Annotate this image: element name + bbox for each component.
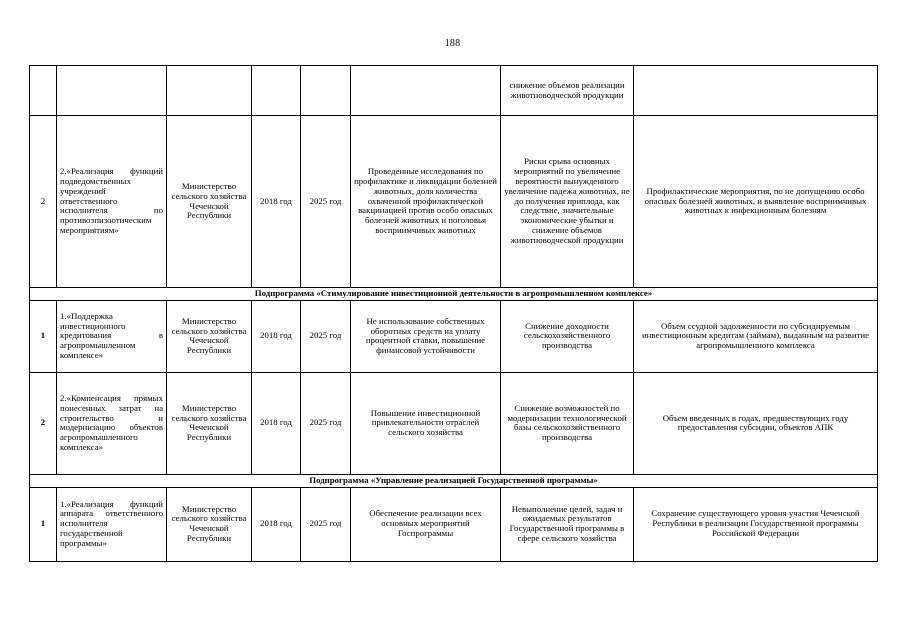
cell-start-year: 2018 год bbox=[252, 300, 301, 372]
cell-risks: Снижение возможностей по модернизации технологической базы сельскохозяйственного производства bbox=[501, 372, 634, 474]
table-row bbox=[30, 372, 878, 474]
cell-expected-result: Не использование собственных оборотных средств на уплату процентной ставки, повышение финансовой устойчивости bbox=[351, 300, 501, 372]
cell-start-year: 2018 год bbox=[252, 487, 301, 561]
cell-measure-name: 2.«Реализация функций подведомственных учреждений ответственного исполнителя по противоэпизоотическим мероприятиям» bbox=[57, 116, 167, 288]
page-number: 188 bbox=[444, 38, 461, 49]
cell-indicators bbox=[634, 66, 878, 116]
cell-num: 1 bbox=[30, 300, 57, 372]
cell-risks: Риски срыва основных мероприятий по увеличение вероятности вынужденного увеличение падежа животных, не до получения приплода, как следствие, значительные экономические убытки и снижение объемов животноводческой продукции bbox=[501, 116, 634, 288]
cell-measure-name: 1.«Поддержка инвестиционного кредитования в агропромышленном комплексе» bbox=[57, 300, 167, 372]
cell-start-year: 2018 год bbox=[252, 116, 301, 288]
cell-num: 1 bbox=[30, 487, 57, 561]
cell-num: 2 bbox=[30, 116, 57, 288]
cell-expected-result bbox=[351, 66, 501, 116]
cell-risks: Невыполнение целей, задач и ожидаемых результатов Государственной программы в сфере сельского хозяйства bbox=[501, 487, 634, 561]
cell-end-year: 2025 год bbox=[301, 300, 351, 372]
cell-indicators: Сохранение существующего уровня участия Чеченской Республики в реализации Государственной программы Российской Федерации bbox=[634, 487, 878, 561]
cell-indicators: Объем введенных в годах, предшествующих году предоставления субсидии, объектов АПК bbox=[634, 372, 878, 474]
cell-end-year: 2025 год bbox=[301, 487, 351, 561]
table-row bbox=[30, 300, 878, 372]
cell-risks: Снижение доходности сельскохозяйственного производства bbox=[501, 300, 634, 372]
cell-indicators: Объем ссудной задолженности по субсидируемым инвестиционным кредитам (займам), выданным на развитие агропромышленного комплекса bbox=[634, 300, 878, 372]
cell-executor: Министерство сельского хозяйства Чеченской Республики bbox=[167, 372, 252, 474]
table-row bbox=[30, 116, 878, 288]
subprogram-row bbox=[30, 474, 878, 487]
subprogram-title: Подпрограмма «Стимулирование инвестиционной деятельности в агропромышленном комплексе» bbox=[30, 288, 878, 301]
cell-expected-result: Обеспечение реализации всех основных мероприятий Госпрограммы bbox=[351, 487, 501, 561]
cell-risks: снижение объемов реализации животноводческой продукции bbox=[501, 66, 634, 116]
cell-start-year bbox=[252, 66, 301, 116]
measures-table bbox=[29, 65, 878, 562]
cell-end-year: 2025 год bbox=[301, 372, 351, 474]
subprogram-row bbox=[30, 288, 878, 301]
cell-measure-name bbox=[57, 66, 167, 116]
cell-end-year bbox=[301, 66, 351, 116]
cell-expected-result: Проведенные исследования по профилактике и ликвидации болезней животных, доля количества охваченной профилактической вакцинацией против особо опасных болезней животных и поголовья восприимчивых животных bbox=[351, 116, 501, 288]
cell-indicators: Профилактические мероприятия, по не допущению особо опасных болезней животных, и выявление восприимчивых животных к инфекционным болезням bbox=[634, 116, 878, 288]
cell-measure-name: 1.«Реализация функций аппарата ответственного исполнителя государственной программы» bbox=[57, 487, 167, 561]
cell-start-year: 2018 год bbox=[252, 372, 301, 474]
table-row bbox=[30, 487, 878, 561]
cell-executor: Министерство сельского хозяйства Чеченской Республики bbox=[167, 300, 252, 372]
cell-executor: Министерство сельского хозяйства Чеченской Республики bbox=[167, 487, 252, 561]
cell-expected-result: Повышение инвестиционной привлекательности отраслей сельского хозяйства bbox=[351, 372, 501, 474]
cell-num: 2 bbox=[30, 372, 57, 474]
cell-end-year: 2025 год bbox=[301, 116, 351, 288]
table-row-continuation bbox=[30, 66, 878, 116]
cell-executor bbox=[167, 66, 252, 116]
cell-executor: Министерство сельского хозяйства Чеченской Республики bbox=[167, 116, 252, 288]
cell-num bbox=[30, 66, 57, 116]
cell-measure-name: 2.«Компенсация прямых понесенных затрат на строительство и модернизацию объектов агропромышленного комплекса» bbox=[57, 372, 167, 474]
subprogram-title: Подпрограмма «Управление реализацией Государственной программы» bbox=[30, 474, 878, 487]
